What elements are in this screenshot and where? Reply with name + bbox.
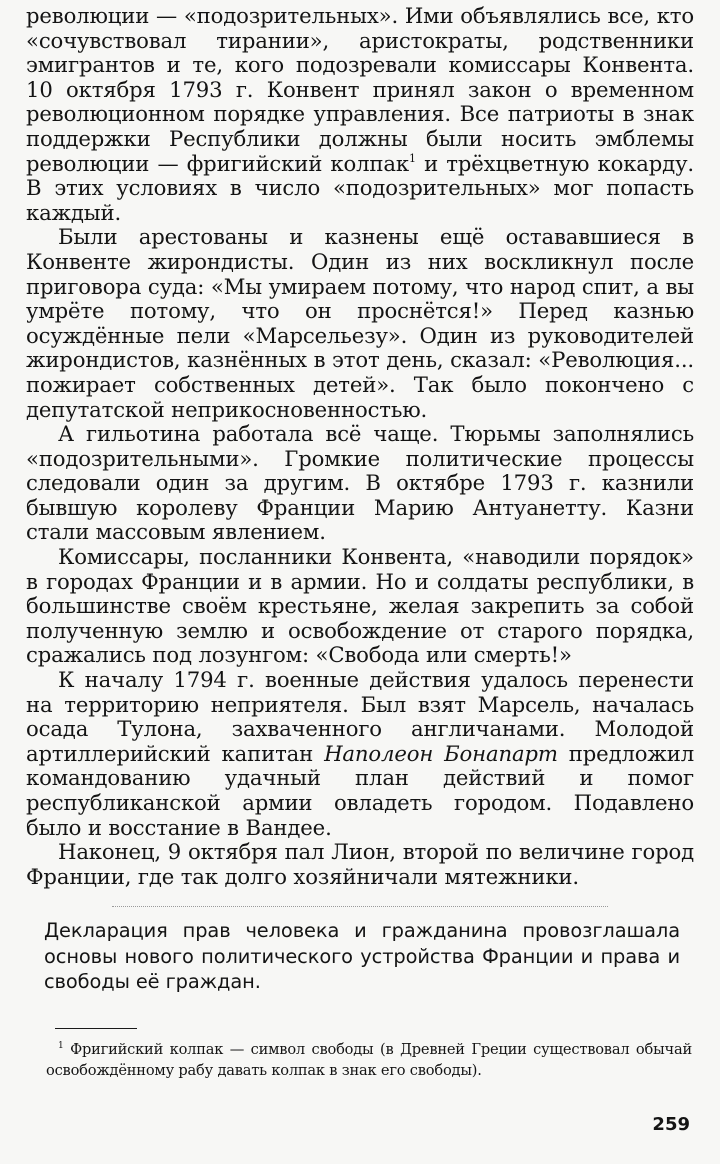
paragraph-5-text-cont: предложил командованию удачный план действий и помог республиканской армии овладеть городом. Подавлено было и восстание в Вандее. [26,740,694,840]
footnote-rule [55,1028,137,1029]
footnote-text: Фригийский колпак — символ свободы (в Древней Греции существовал обычай освобождённому рабу давать колпак в знак его свободы). [46,1041,692,1079]
paragraph-4: Комиссары, посланники Конвента, «наводили порядок» в городах Франции и в армии. Но и солдаты республики, в большинстве своём крестьяне, желая закрепить за собой полученную землю и освобождение от старого порядка, сражались под лозунгом: «Свобода или смерть!» [26,544,694,668]
paragraph-1-text: революции — «подозрительных». Ими объявлялись все, кто «сочувствовал тирании», аристократы, родственники эмигрантов и те, кого подозревали комиссары Конвента. 10 октября 1793 г. Конвент принял закон о временном революционном порядке управления. Все патриоты в знак поддержки Республики должны были носить эмблемы революции — фригийский колпак [26,3,694,176]
paragraph-5 [26,668,694,840]
footnote-marker: 1 [58,1041,64,1051]
paragraph-3: А гильотина работала всё чаще. Тюрьмы заполнялись «подозрительными». Громкие политические процессы следовали один за другим. В октябре 1793 г. казнили бывшую королеву Франции Марию Антуанетту. Казни стали массовым явлением. [26,421,694,545]
paragraph-1-text-cont: и трёхцветную кокарду. В этих условиях в число «подозрительных» мог попасть каждый. [26,150,694,225]
paragraph-2: Были арестованы и казнены ещё остававшиеся в Конвенте жирондисты. Один из них воскликнул после приговора суда: «Мы умираем потому, что народ спит, а вы умрёте потому, что он проснётся!» Перед казнью осуждённые пели «Марсельезу». Один из руководителей жирондистов, казнённых в этот день, сказал: «Революция... пожирает собственных детей». Так было покончено с депутатской неприкосновенностью. [26,224,694,422]
main-text [26,4,694,889]
page-number: 259 [652,1114,690,1135]
summary-box: Декларация прав человека и гражданина провозглашала основы нового политического устройства Франции и права и свободы её граждан. [44,919,680,993]
paragraph-5-text: К началу 1794 г. военные действия удалось перенести на территорию неприятеля. Был взят Марсель, началась осада Тулона, захваченного англичанами. Молодой артиллерийский капитан [26,667,694,766]
footnote [46,1040,692,1081]
highlighted-name: Наполеон Бонапарт [324,740,558,766]
paragraph-6: Наконец, 9 октября пал Лион, второй по величине город Франции, где так долго хозяйничали мятежники. [26,839,694,889]
section-divider [112,906,608,907]
footnote-ref[interactable]: 1 [408,151,416,165]
paragraph-1 [26,4,694,225]
